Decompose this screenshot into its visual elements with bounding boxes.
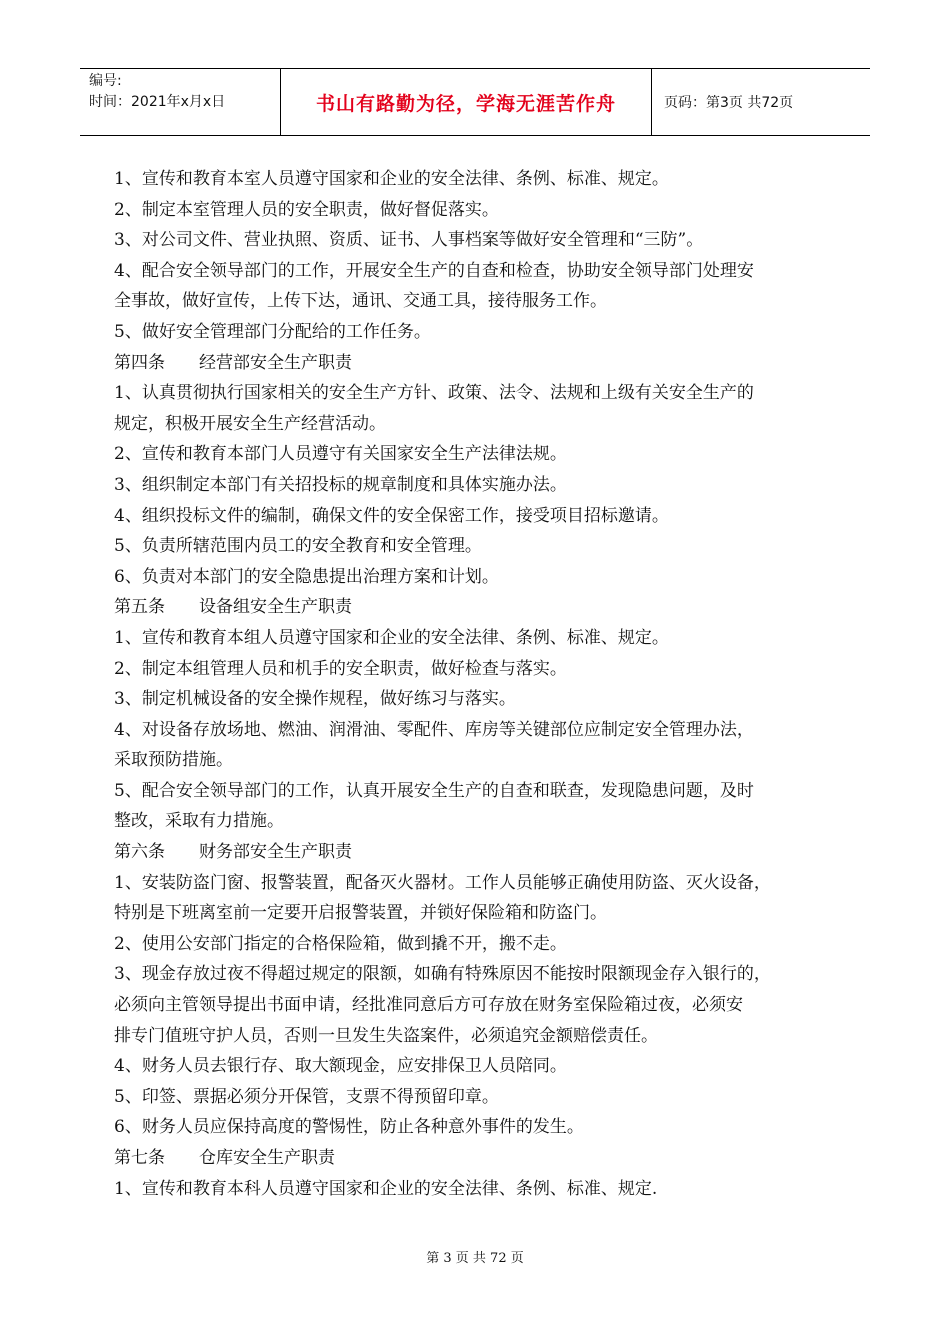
text-line: 5、印签、票据必须分开保管，支票不得预留印章。 — [114, 1086, 499, 1107]
section-title: 经营部安全生产职责 — [199, 352, 352, 373]
text-line: 1、认真贯彻执行国家相关的安全生产方针、政策、法令、法规和上级有关安全生产的 — [114, 383, 754, 404]
section-title: 财务部安全生产职责 — [199, 842, 352, 863]
text-line: 整改，采取有力措施。 — [114, 811, 284, 832]
header-slogan: 书山有路勤为径，学海无涯苦作舟 — [281, 69, 652, 135]
text-line: 5、负责所辖范围内员工的安全教育和安全管理。 — [114, 536, 482, 557]
text-line: 4、配合安全领导部门的工作，开展安全生产的自查和检查，协助安全领导部门处理安 — [114, 260, 754, 281]
text-line: 4、组织投标文件的编制，确保文件的安全保密工作，接受项目招标邀请。 — [114, 505, 669, 526]
text-line: 5、做好安全管理部门分配给的工作任务。 — [114, 321, 431, 342]
section-title: 设备组安全生产职责 — [199, 597, 352, 618]
text-line: 排专门值班守护人员，否则一旦发生失盗案件，必须追究金额赔偿责任。 — [114, 1025, 658, 1046]
text-line: 6、财务人员应保持高度的警惕性，防止各种意外事件的发生。 — [114, 1117, 584, 1138]
section-heading — [114, 348, 844, 379]
text-line: 3、组织制定本部门有关招投标的规章制度和具体实施办法。 — [114, 474, 567, 495]
header-meta — [80, 69, 281, 135]
section-number: 第五条 — [114, 597, 165, 618]
text-line: 6、负责对本部门的安全隐患提出治理方案和计划。 — [114, 566, 499, 587]
text-line: 必须向主管领导提出书面申请，经批准同意后方可存放在财务室保险箱过夜，必须安 — [114, 995, 743, 1016]
text-line: 全事故，做好宣传，上传下达，通讯、交通工具，接待服务工作。 — [114, 291, 607, 312]
time-label: 时间：2021年x月x日 — [89, 94, 226, 110]
text-line: 4、财务人员去银行存、取大额现金，应安排保卫人员陪同。 — [114, 1056, 567, 1077]
text-line: 2、宣传和教育本部门人员遵守有关国家安全生产法律法规。 — [114, 444, 567, 465]
text-line: 1、安装防盗门窗、报警装置，配备灭火器材。工作人员能够正确使用防盗、灭火设备， — [114, 872, 771, 893]
page-footer: 第 3 页 共 72 页 — [426, 1251, 524, 1266]
section-number: 第六条 — [114, 842, 165, 863]
text-line: 3、现金存放过夜不得超过规定的限额，如确有特殊原因不能按时限额现金存入银行的， — [114, 964, 771, 985]
text-line: 1、宣传和教育本室人员遵守国家和企业的安全法律、条例、标准、规定。 — [114, 169, 669, 189]
section-title: 仓库安全生产职责 — [199, 1148, 335, 1168]
text-line: 特别是下班离室前一定要开启报警装置，并锁好保险箱和防盗门。 — [114, 903, 607, 924]
document-body — [114, 164, 844, 1204]
number-label: 编号: — [89, 73, 122, 89]
text-line: 2、使用公安部门指定的合格保险箱，做到撬不开，搬不走。 — [114, 933, 567, 954]
text-line: 1、宣传和教育本组人员遵守国家和企业的安全法律、条例、标准、规定。 — [114, 627, 669, 648]
text-line: 3、制定机械设备的安全操作规程，做好练习与落实。 — [114, 689, 516, 710]
page-header — [80, 68, 870, 136]
text-line: 采取预防措施。 — [114, 750, 233, 771]
text-line: 规定，积极开展安全生产经营活动。 — [114, 413, 386, 434]
section-number: 第四条 — [114, 352, 165, 373]
text-line: 2、制定本组管理人员和机手的安全职责，做好检查与落实。 — [114, 658, 567, 679]
section-heading — [114, 837, 844, 868]
text-line: 5、配合安全领导部门的工作，认真开展安全生产的自查和联查，发现隐患问题，及时 — [114, 780, 754, 801]
text-line: 2、制定本室管理人员的安全职责，做好督促落实。 — [114, 199, 499, 220]
section-number: 第七条 — [114, 1148, 165, 1168]
section-heading — [114, 1143, 844, 1174]
text-line: 3、对公司文件、营业执照、资质、证书、人事档案等做好安全管理和“三防”。 — [114, 230, 704, 251]
header-page-info: 页码：第3页 共72页 — [664, 95, 794, 111]
text-line: 4、对设备存放场地、燃油、润滑油、零配件、库房等关键部位应制定安全管理办法， — [114, 719, 754, 740]
text-line: 1、宣传和教育本科人员遵守国家和企业的安全法律、条例、标准、规定. — [114, 1178, 658, 1199]
section-heading — [114, 592, 844, 623]
